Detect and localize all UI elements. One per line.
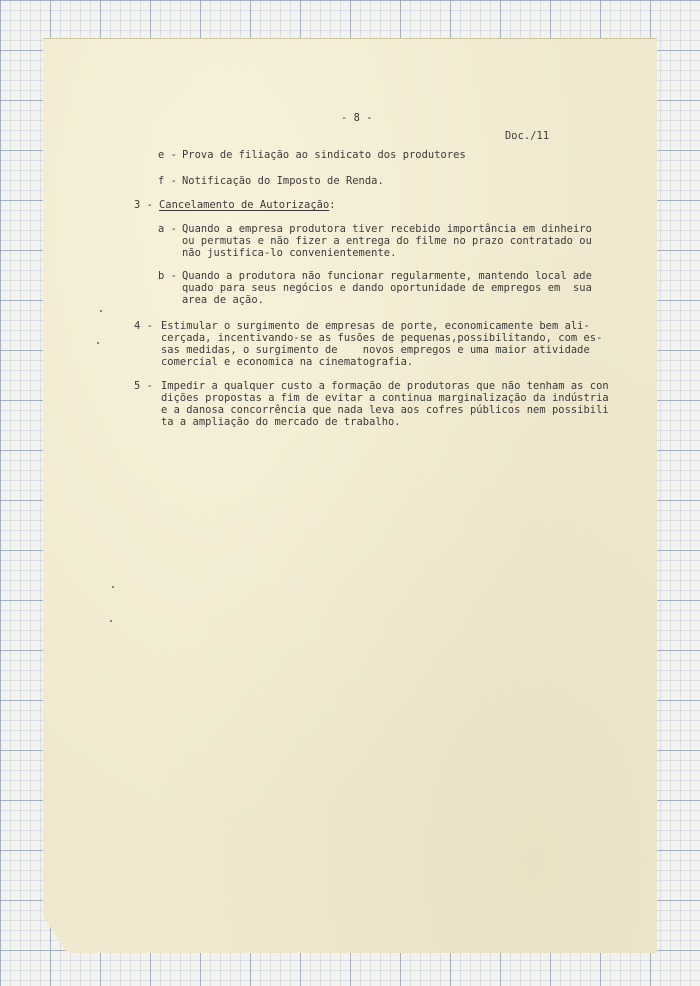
section-5-number: 5 - <box>134 380 153 392</box>
item-3b-line3: area de ação. <box>182 294 264 306</box>
section-4-number: 4 - <box>134 320 153 332</box>
item-3b-line2: quado para seus negócios e dando oportunidade de empregos em sua <box>182 282 592 294</box>
section-5-line1: Impedir a qualquer custo a formação de produtoras que não tenham as con <box>161 380 609 392</box>
section-5-line2: dições propostas a fim de evitar a continua marginalização da indústria <box>161 392 609 404</box>
section-4-line4: comercial e economica na cinematografia. <box>161 356 414 368</box>
page-number: - 8 - <box>341 112 373 124</box>
section-5-line4: ta a ampliação do mercado de trabalho. <box>161 416 401 428</box>
item-e-text: Prova de filiação ao sindicato dos produtores <box>182 149 466 161</box>
item-f-letter: f - <box>158 175 177 187</box>
item-3a-line2: ou permutas e não fizer a entrega do filme no prazo contratado ou <box>182 235 592 247</box>
item-e-letter: e - <box>158 149 177 161</box>
section-3-number: 3 - <box>134 199 153 211</box>
section-4-line2: cerçada, incentivando-se as fusões de pequenas,possibilitando, com es- <box>161 332 603 344</box>
paper-speck <box>100 310 102 312</box>
item-3b-line1: Quando a produtora não funcionar regularmente, mantendo local ade <box>182 270 592 282</box>
item-f-text: Notificação do Imposto de Renda. <box>182 175 384 187</box>
paper-speck <box>110 620 112 622</box>
document-reference: Doc./11 <box>505 130 550 142</box>
paper-speck <box>112 586 114 588</box>
section-3-heading: Cancelamento de Autorização <box>159 199 330 211</box>
section-3-colon: : <box>329 199 336 211</box>
paper-speck <box>97 342 99 344</box>
section-4-line3: sas medidas, o surgimento de novos empregos e uma maior atividade <box>161 344 590 356</box>
item-3a-letter: a - <box>158 223 177 235</box>
item-3a-line3: não justifica-lo convenientemente. <box>182 247 397 259</box>
section-3-heading-wrap <box>159 199 336 211</box>
section-4-line1: Estimular o surgimento de empresas de porte, economicamente bem ali- <box>161 320 590 332</box>
item-3a-line1: Quando a empresa produtora tiver recebido importância em dinheiro <box>182 223 592 235</box>
section-5-line3: e a danosa concorrência que nada leva aos cofres públicos nem possibili <box>161 404 609 416</box>
item-3b-letter: b - <box>158 270 177 282</box>
